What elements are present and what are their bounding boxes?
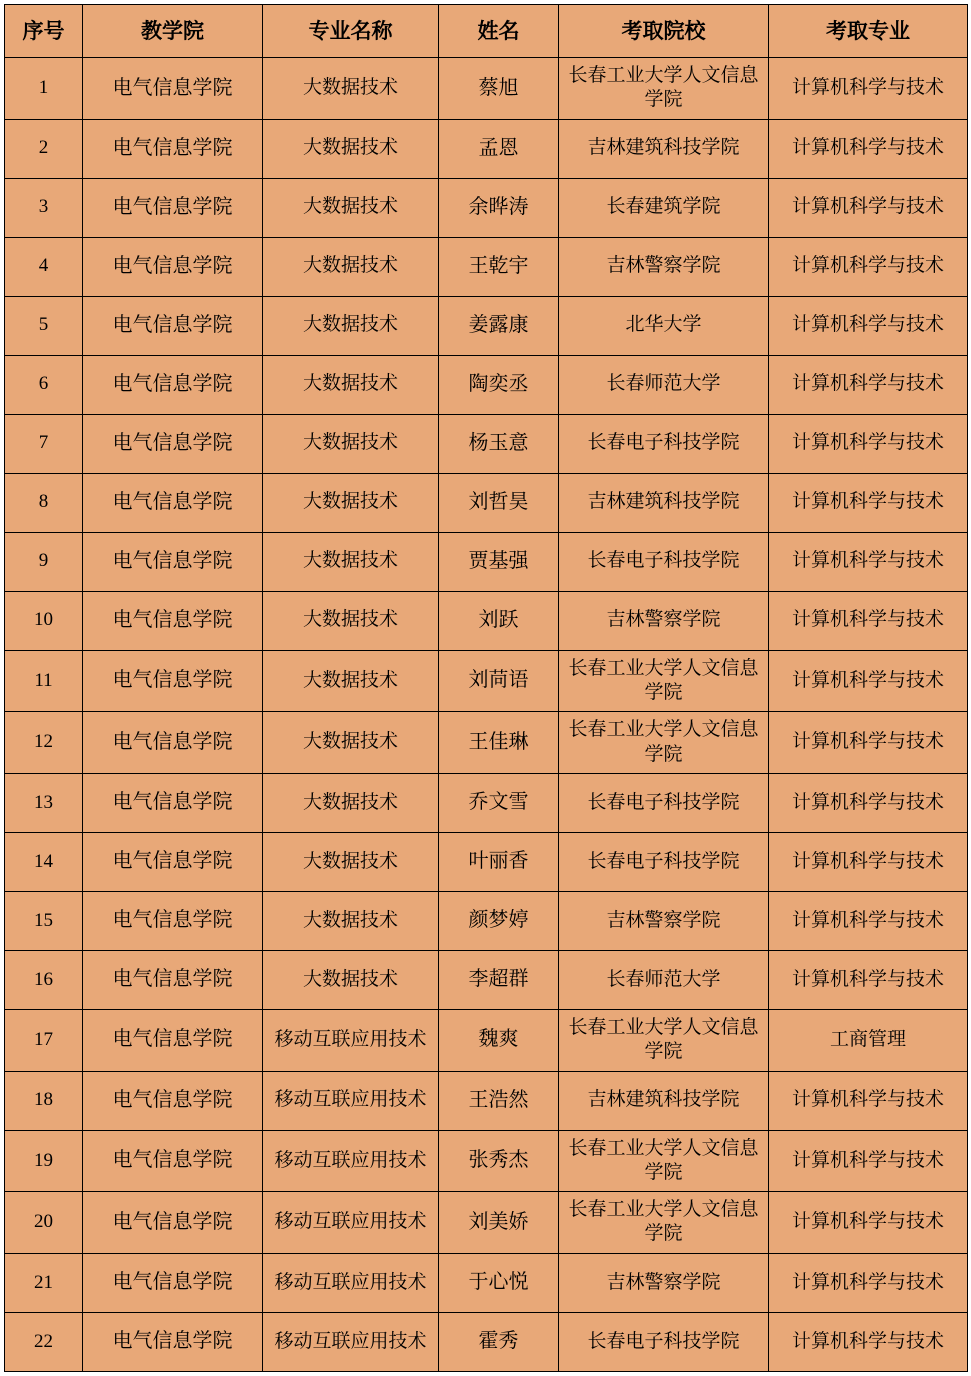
cell-target-major: 计算机科学与技术 — [769, 296, 968, 355]
table-header — [5, 5, 968, 58]
cell-index: 15 — [5, 891, 83, 950]
cell-major: 大数据技术 — [263, 296, 439, 355]
cell-index: 18 — [5, 1071, 83, 1130]
cell-school: 长春电子科技学院 — [559, 832, 769, 891]
table-row — [5, 891, 968, 950]
cell-target-major: 计算机科学与技术 — [769, 1312, 968, 1371]
cell-school: 长春师范大学 — [559, 950, 769, 1009]
table-header-row — [5, 5, 968, 58]
cell-index: 21 — [5, 1253, 83, 1312]
cell-target-major: 计算机科学与技术 — [769, 950, 968, 1009]
cell-school: 北华大学 — [559, 296, 769, 355]
cell-index: 8 — [5, 473, 83, 532]
column-header-name: 姓名 — [439, 5, 559, 58]
cell-school: 吉林警察学院 — [559, 891, 769, 950]
cell-target-major: 计算机科学与技术 — [769, 1192, 968, 1254]
table-row — [5, 773, 968, 832]
table-row — [5, 1130, 968, 1192]
cell-name: 李超群 — [439, 950, 559, 1009]
cell-index: 3 — [5, 178, 83, 237]
table-row — [5, 950, 968, 1009]
cell-college: 电气信息学院 — [83, 296, 263, 355]
cell-school: 长春工业大学人文信息学院 — [559, 1130, 769, 1192]
cell-major: 移动互联应用技术 — [263, 1009, 439, 1071]
cell-target-major: 计算机科学与技术 — [769, 650, 968, 712]
cell-name: 霍秀 — [439, 1312, 559, 1371]
cell-name: 贾基强 — [439, 532, 559, 591]
cell-major: 大数据技术 — [263, 355, 439, 414]
cell-name: 魏爽 — [439, 1009, 559, 1071]
cell-major: 大数据技术 — [263, 473, 439, 532]
cell-college: 电气信息学院 — [83, 891, 263, 950]
cell-index: 10 — [5, 591, 83, 650]
cell-name: 于心悦 — [439, 1253, 559, 1312]
cell-target-major: 计算机科学与技术 — [769, 414, 968, 473]
cell-school: 吉林警察学院 — [559, 237, 769, 296]
cell-major: 大数据技术 — [263, 58, 439, 120]
cell-college: 电气信息学院 — [83, 414, 263, 473]
cell-name: 王浩然 — [439, 1071, 559, 1130]
cell-college: 电气信息学院 — [83, 178, 263, 237]
table-row — [5, 296, 968, 355]
cell-school: 吉林建筑科技学院 — [559, 119, 769, 178]
table-row — [5, 832, 968, 891]
cell-major: 大数据技术 — [263, 832, 439, 891]
cell-index: 19 — [5, 1130, 83, 1192]
table-row — [5, 591, 968, 650]
cell-school: 长春电子科技学院 — [559, 773, 769, 832]
cell-college: 电气信息学院 — [83, 1071, 263, 1130]
cell-college: 电气信息学院 — [83, 1253, 263, 1312]
admission-table-container — [0, 4, 971, 1372]
column-header-major: 专业名称 — [263, 5, 439, 58]
cell-target-major: 计算机科学与技术 — [769, 712, 968, 774]
cell-target-major: 计算机科学与技术 — [769, 1071, 968, 1130]
cell-target-major: 计算机科学与技术 — [769, 832, 968, 891]
cell-target-major: 计算机科学与技术 — [769, 891, 968, 950]
cell-name: 刘美娇 — [439, 1192, 559, 1254]
cell-index: 20 — [5, 1192, 83, 1254]
cell-school: 长春电子科技学院 — [559, 414, 769, 473]
cell-index: 14 — [5, 832, 83, 891]
cell-school: 长春电子科技学院 — [559, 1312, 769, 1371]
cell-major: 移动互联应用技术 — [263, 1312, 439, 1371]
cell-major: 移动互联应用技术 — [263, 1253, 439, 1312]
cell-school: 吉林建筑科技学院 — [559, 1071, 769, 1130]
cell-name: 杨玉意 — [439, 414, 559, 473]
cell-college: 电气信息学院 — [83, 712, 263, 774]
table-body — [5, 58, 968, 1372]
cell-index: 9 — [5, 532, 83, 591]
cell-school: 长春工业大学人文信息学院 — [559, 58, 769, 120]
cell-major: 大数据技术 — [263, 950, 439, 1009]
cell-index: 7 — [5, 414, 83, 473]
cell-school: 长春电子科技学院 — [559, 532, 769, 591]
table-row — [5, 1071, 968, 1130]
cell-name: 余晔涛 — [439, 178, 559, 237]
cell-college: 电气信息学院 — [83, 237, 263, 296]
column-header-school: 考取院校 — [559, 5, 769, 58]
cell-major: 大数据技术 — [263, 650, 439, 712]
cell-major: 移动互联应用技术 — [263, 1130, 439, 1192]
cell-college: 电气信息学院 — [83, 950, 263, 1009]
cell-major: 大数据技术 — [263, 237, 439, 296]
cell-college: 电气信息学院 — [83, 1009, 263, 1071]
cell-name: 陶奕丞 — [439, 355, 559, 414]
cell-index: 22 — [5, 1312, 83, 1371]
cell-college: 电气信息学院 — [83, 355, 263, 414]
cell-college: 电气信息学院 — [83, 1130, 263, 1192]
cell-school: 长春工业大学人文信息学院 — [559, 1192, 769, 1254]
cell-index: 4 — [5, 237, 83, 296]
cell-college: 电气信息学院 — [83, 650, 263, 712]
table-row — [5, 473, 968, 532]
cell-name: 蔡旭 — [439, 58, 559, 120]
cell-school: 吉林警察学院 — [559, 1253, 769, 1312]
cell-index: 12 — [5, 712, 83, 774]
cell-target-major: 工商管理 — [769, 1009, 968, 1071]
cell-major: 大数据技术 — [263, 712, 439, 774]
cell-index: 13 — [5, 773, 83, 832]
cell-name: 王佳琳 — [439, 712, 559, 774]
table-row — [5, 178, 968, 237]
cell-school: 长春工业大学人文信息学院 — [559, 650, 769, 712]
cell-name: 刘苘语 — [439, 650, 559, 712]
cell-school: 长春工业大学人文信息学院 — [559, 712, 769, 774]
cell-college: 电气信息学院 — [83, 473, 263, 532]
cell-index: 2 — [5, 119, 83, 178]
cell-college: 电气信息学院 — [83, 58, 263, 120]
table-row — [5, 119, 968, 178]
cell-target-major: 计算机科学与技术 — [769, 773, 968, 832]
cell-college: 电气信息学院 — [83, 1192, 263, 1254]
cell-target-major: 计算机科学与技术 — [769, 178, 968, 237]
cell-name: 姜露康 — [439, 296, 559, 355]
column-header-college: 教学院 — [83, 5, 263, 58]
table-row — [5, 237, 968, 296]
table-row — [5, 58, 968, 120]
cell-index: 5 — [5, 296, 83, 355]
cell-target-major: 计算机科学与技术 — [769, 355, 968, 414]
cell-school: 长春工业大学人文信息学院 — [559, 1009, 769, 1071]
cell-major: 大数据技术 — [263, 414, 439, 473]
cell-college: 电气信息学院 — [83, 591, 263, 650]
cell-school: 长春建筑学院 — [559, 178, 769, 237]
cell-school: 吉林建筑科技学院 — [559, 473, 769, 532]
table-row — [5, 1009, 968, 1071]
cell-major: 大数据技术 — [263, 773, 439, 832]
cell-index: 16 — [5, 950, 83, 1009]
admission-results-table — [4, 4, 968, 1372]
table-row — [5, 1312, 968, 1371]
table-row — [5, 712, 968, 774]
cell-name: 王乾宇 — [439, 237, 559, 296]
cell-college: 电气信息学院 — [83, 832, 263, 891]
cell-name: 乔文雪 — [439, 773, 559, 832]
cell-school: 长春师范大学 — [559, 355, 769, 414]
cell-index: 17 — [5, 1009, 83, 1071]
cell-name: 颜梦婷 — [439, 891, 559, 950]
cell-college: 电气信息学院 — [83, 773, 263, 832]
table-row — [5, 650, 968, 712]
cell-target-major: 计算机科学与技术 — [769, 591, 968, 650]
cell-major: 移动互联应用技术 — [263, 1071, 439, 1130]
table-row — [5, 532, 968, 591]
cell-major: 移动互联应用技术 — [263, 1192, 439, 1254]
cell-target-major: 计算机科学与技术 — [769, 473, 968, 532]
cell-major: 大数据技术 — [263, 891, 439, 950]
cell-major: 大数据技术 — [263, 532, 439, 591]
cell-college: 电气信息学院 — [83, 119, 263, 178]
cell-college: 电气信息学院 — [83, 532, 263, 591]
cell-name: 叶丽香 — [439, 832, 559, 891]
cell-college: 电气信息学院 — [83, 1312, 263, 1371]
table-row — [5, 1192, 968, 1254]
cell-target-major: 计算机科学与技术 — [769, 237, 968, 296]
table-row — [5, 414, 968, 473]
cell-name: 张秀杰 — [439, 1130, 559, 1192]
cell-school: 吉林警察学院 — [559, 591, 769, 650]
cell-index: 1 — [5, 58, 83, 120]
cell-major: 大数据技术 — [263, 178, 439, 237]
cell-major: 大数据技术 — [263, 591, 439, 650]
cell-name: 刘哲昊 — [439, 473, 559, 532]
column-header-target-major: 考取专业 — [769, 5, 968, 58]
table-row — [5, 355, 968, 414]
cell-name: 孟恩 — [439, 119, 559, 178]
cell-target-major: 计算机科学与技术 — [769, 58, 968, 120]
cell-target-major: 计算机科学与技术 — [769, 119, 968, 178]
cell-index: 6 — [5, 355, 83, 414]
cell-major: 大数据技术 — [263, 119, 439, 178]
cell-name: 刘跃 — [439, 591, 559, 650]
cell-target-major: 计算机科学与技术 — [769, 532, 968, 591]
table-row — [5, 1253, 968, 1312]
cell-index: 11 — [5, 650, 83, 712]
column-header-index: 序号 — [5, 5, 83, 58]
cell-target-major: 计算机科学与技术 — [769, 1130, 968, 1192]
cell-target-major: 计算机科学与技术 — [769, 1253, 968, 1312]
